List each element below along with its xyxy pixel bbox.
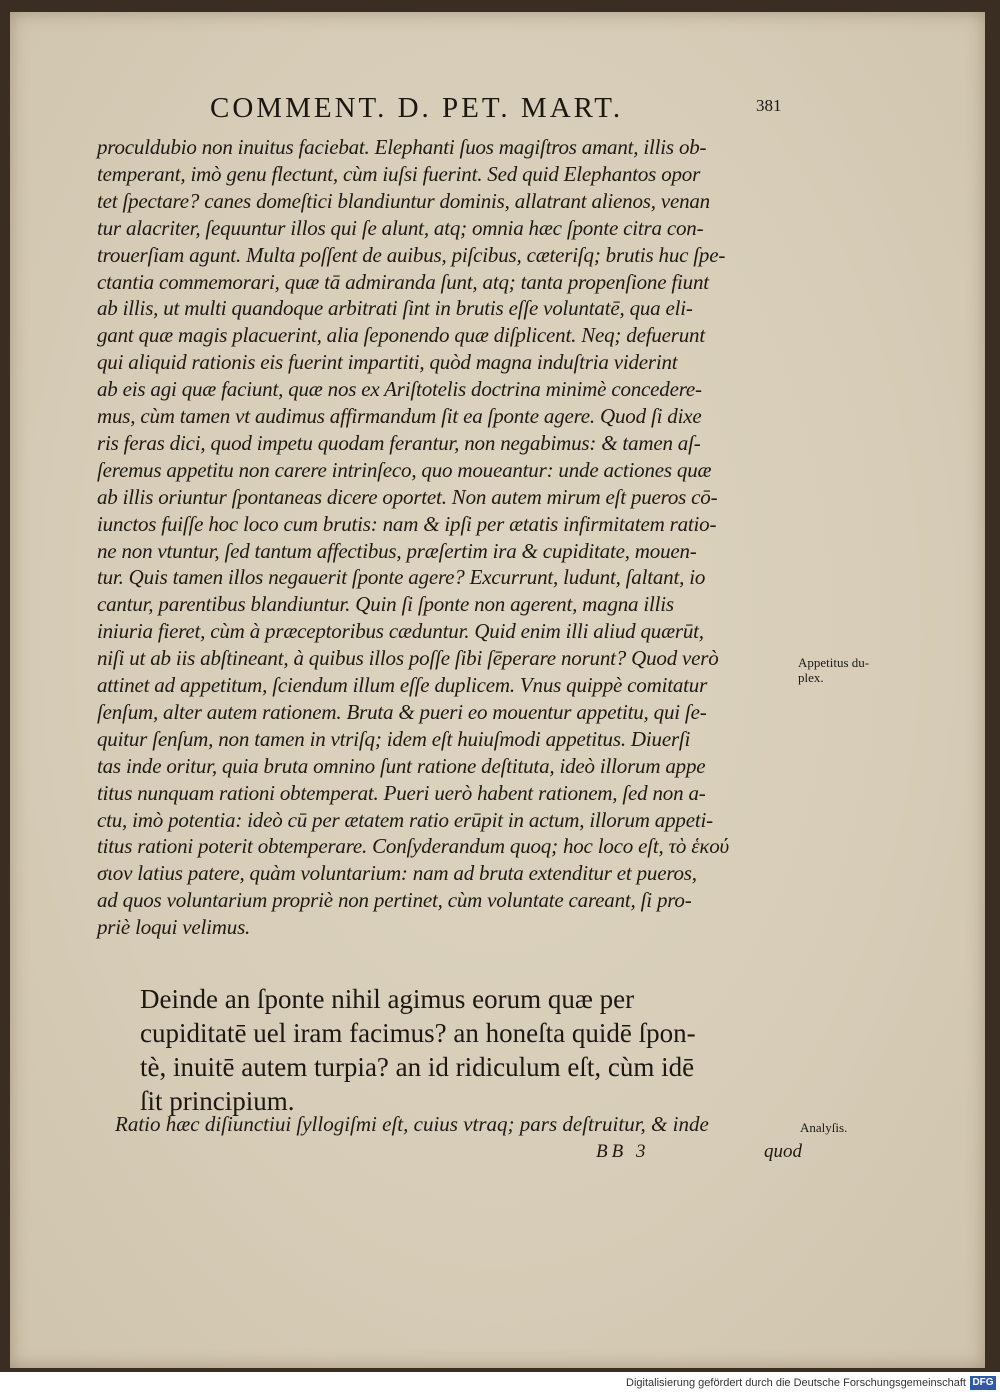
text-line: ctantia commemorari, quæ tā admiranda ſunt, atq; tanta propenſione fiunt	[97, 269, 709, 294]
dfg-logo: DFG	[970, 1376, 996, 1390]
text-line: cantur, parentibus blandiuntur. Quin ſi ſponte non agerent, magna illis	[97, 592, 674, 617]
text-line: mus, cùm tamen vt audimus affirmandum ſit ea ſponte agere. Quod ſi dixe	[97, 404, 702, 428]
text-line: trouerſiam agunt. Multa poſſent de auibus, piſcibus, cæteriſq; brutis huc ſpe-	[97, 242, 726, 267]
footer-text-line: Ratio hæc diſiunctiui ſyllogiſmi eſt, cuius vtraq; pars deſtruitur, & inde	[115, 1112, 709, 1136]
text-line: niſi ut ab iis abſtineant, à quibus illos poſſe ſibi ſēperare norunt? Quod verò	[97, 646, 719, 671]
text-line: tur. Quis tamen illos negauerit ſponte agere? Excurrunt, ludunt, ſaltant, io	[97, 565, 706, 590]
text-line: ctu, imò potentia: ideò cū per ætatem ratio erūpit in actum, illorum appeti-	[97, 807, 713, 832]
quote-line: cupiditatē uel iram facimus? an honeſta quidē ſpon-	[140, 1018, 696, 1048]
text-line: tur alacriter, ſequuntur illos qui ſe alunt, atq; omnia hæc ſponte citra con-	[97, 215, 704, 240]
text-line: titus nunquam rationi obtemperat. Pueri uerò habent rationem, ſed non a-	[97, 780, 706, 805]
running-title: COMMENT. D. PET. MART.	[210, 92, 624, 124]
catchword: quod	[764, 1141, 802, 1162]
text-line: ſeremus appetitu non carere intrinſeco, quo moueantur: unde actiones quæ	[97, 457, 712, 482]
text-line: proculdubio non inuitus faciebat. Elephanti ſuos magiſtros amant, illis ob-	[97, 135, 707, 159]
text-line: titus rationi poterit obtemperare. Conſyderandum quoq; hoc loco eſt, τὸ ἑκού	[97, 834, 729, 859]
text-line: temperant, imò genu flectunt, cùm iuſsi fuerint. Sed quid Elephantos opor	[97, 161, 701, 186]
text-line: quitur ſenſum, non tamen in vtriſq; idem eſt huiuſmodi appetitus. Diuerſi	[97, 726, 691, 751]
margin-note-duplex: plex.	[798, 670, 824, 685]
text-line: ſenſum, alter autem rationem. Bruta & pueri eo mouentur appetitu, qui ſe-	[97, 699, 707, 724]
text-line: attinet ad appetitum, ſciendum illum eſſe duplicem. Vnus quippè comitatur	[97, 673, 708, 697]
text-line: ne non vtuntur, ſed tantum affectibus, præſertim ira & cupiditate, mouen-	[97, 538, 697, 563]
page-number: 381	[756, 96, 782, 115]
text-line: qui aliquid rationis eis fuerint impartiti, quòd magna induſtria viderint	[97, 350, 678, 375]
digitization-footer	[0, 1372, 1000, 1396]
text-line: priè loqui velimus.	[97, 915, 251, 940]
text-line: gant quæ magis placuerint, alia ſeponendo quæ diſplicent. Neq; defuerunt	[97, 323, 705, 348]
text-line: σιον latius patere, quàm voluntarium: nam ad bruta extenditur et pueros,	[97, 861, 697, 886]
text-line: ab illis, ut multi quandoque arbitrati ſint in brutis eſſe voluntatē, qua eli-	[97, 296, 693, 321]
quote-line: ſit principium.	[140, 1086, 295, 1116]
funding-credit: Digitalisierung gefördert durch die Deutsche Forschungsgemeinschaft	[626, 1377, 966, 1389]
text-line: iunctos fuiſſe hoc loco cum brutis: nam & ipſi per ætatis infirmitatem ratio-	[97, 511, 717, 536]
text-line: iniuria fieret, cùm à præceptoribus cæduntur. Quid enim illi aliud quærūt,	[97, 619, 704, 644]
running-header	[210, 92, 810, 132]
signature-mark: BB 3	[596, 1141, 650, 1162]
text-line: tas inde oritur, quia bruta omnino ſunt ratione deſtituta, ideò illorum appe	[97, 753, 706, 778]
text-line: ab eis agi quæ faciunt, quæ nos ex Ariſtotelis doctrina minimè concedere-	[97, 377, 702, 402]
text-line: ab illis oriuntur ſpontaneas dicere oportet. Non autem mirum eſt pueros cō-	[97, 484, 718, 509]
quote-line: tè, inuitē autem turpia? an id ridiculum eſt, cùm idē	[140, 1052, 695, 1082]
text-line: ris feras dici, quod impetu quodam ferantur, non negabimus: & tamen aſ-	[97, 430, 701, 455]
text-line: tet ſpectare? canes domeſtici blandiuntur dominis, allatrant alienos, venan	[97, 188, 710, 213]
margin-note-appetitus: Appetitus du-	[798, 655, 870, 670]
quote-line: Deinde an ſponte nihil agimus eorum quæ per	[140, 984, 635, 1014]
margin-note-analysis: Analyſis.	[800, 1120, 848, 1135]
text-line: ad quos voluntarium propriè non pertinet, cùm voluntate careant, ſi pro-	[97, 888, 692, 913]
